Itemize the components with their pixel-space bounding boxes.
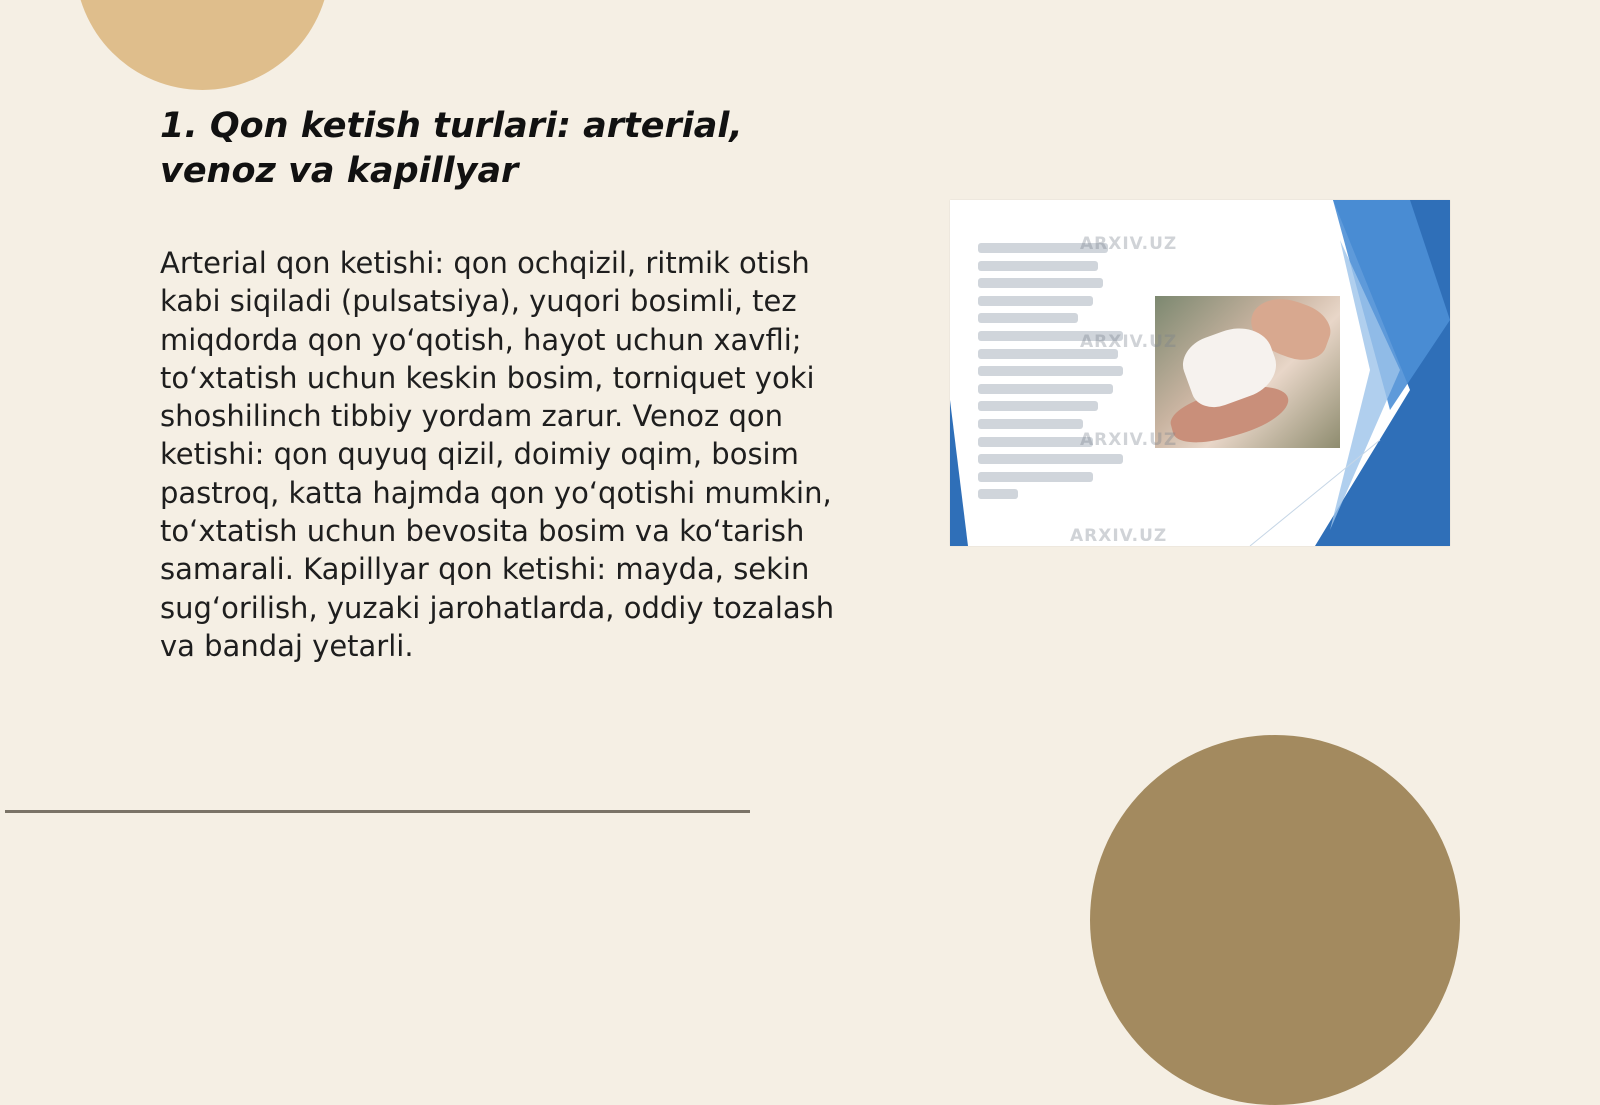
blurred-text-block [978, 243, 1148, 507]
watermark-text: ARXIV.UZ [1080, 332, 1178, 352]
watermark-text: ARXIV.UZ [1080, 234, 1178, 254]
decorative-circle-top [75, 0, 330, 90]
slide-title: 1. Qon ketish turlari: arterial, venoz va kapillyar [160, 106, 743, 191]
bandaged-hand-photo [1155, 296, 1340, 448]
watermark-text: ARXIV.UZ [1080, 430, 1178, 450]
divider-line [5, 810, 750, 813]
decorative-circle-bottom [1090, 735, 1460, 1105]
embedded-slide-image [950, 200, 1450, 546]
watermark-text: ARXIV.UZ [1070, 526, 1168, 546]
slide-body-text: Arterial qon ketishi: qon ochqizil, ritmik otish kabi siqiladi (pulsatsiya), yuqori bosimli, tez miqdorda qon yo‘qotish, hayot uchun xavfli; to‘xtatish uchun keskin bosim, torniquet yoki shoshilinch tibbiy yordam zarur. Venoz qon ketishi: qon quyuq qizil, doimiy oqim, bosim pastroq, katta hajmda qon yo‘qotishi mumkin, to‘xtatish uchun bevosita bosim va ko‘tarish samarali. Kapillyar qon ketishi: mayda, sekin sug‘orilish, yuzaki jarohatlarda, oddiy tozalash va bandaj yetarli. [160, 246, 835, 663]
